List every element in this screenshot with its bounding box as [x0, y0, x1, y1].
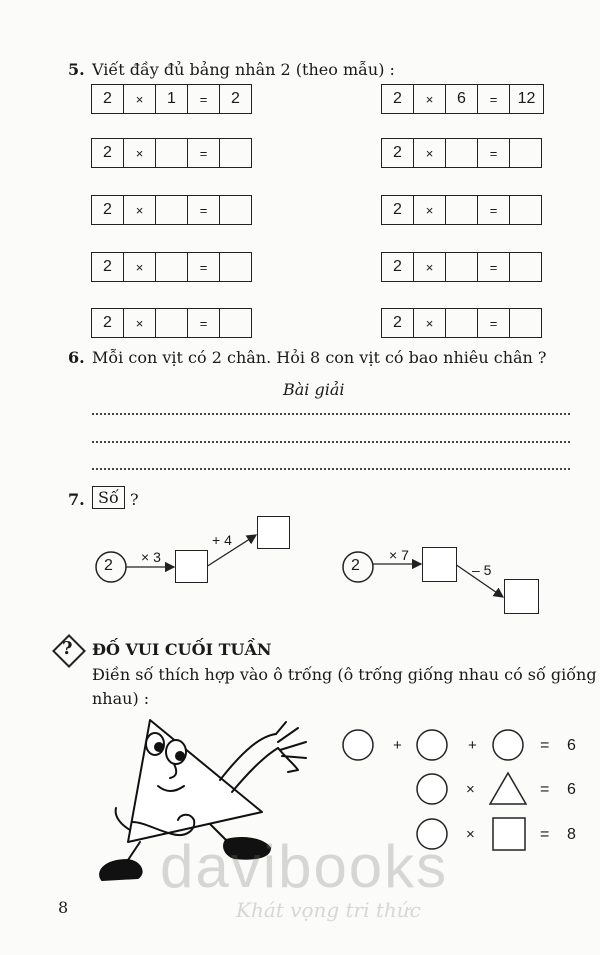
- cell-op: ×: [124, 309, 156, 337]
- cell-eq: =: [478, 196, 510, 224]
- cell-a: 2: [92, 139, 124, 167]
- diagram-2-op1: × 7: [389, 547, 409, 563]
- cell-op: ×: [414, 85, 446, 113]
- cell-a: 2: [92, 253, 124, 281]
- cell-eq: =: [478, 253, 510, 281]
- cell-op: ×: [414, 253, 446, 281]
- puzzle-instruction-line-2: nhau) :: [92, 689, 150, 708]
- diagram-1-start-value: 2: [104, 557, 113, 574]
- diagram-2-box-1[interactable]: [422, 547, 457, 582]
- exercise-6-number: 6.: [68, 348, 85, 367]
- so-label-box: Số: [92, 486, 125, 509]
- cell-eq: =: [188, 309, 220, 337]
- cell-eq: =: [478, 309, 510, 337]
- watermark-brand: davibooks: [160, 833, 449, 900]
- cell-op: ×: [124, 196, 156, 224]
- row1-circle-3[interactable]: [493, 730, 523, 760]
- diagram-1-op2: + 4: [212, 532, 232, 548]
- puzzle-instruction-line-1: Điền số thích hợp vào ô trống (ô trống giống nhau có số giống: [92, 665, 597, 684]
- row2-circle[interactable]: [417, 774, 447, 804]
- exercise-6-prompt: Mỗi con vịt có 2 chân. Hỏi 8 con vịt có bao nhiêu chân ?: [92, 348, 547, 367]
- question-icon-text: ?: [62, 638, 73, 659]
- cell-r: 12: [517, 90, 536, 107]
- cell-a: 2: [92, 309, 124, 337]
- cell-a: 2: [382, 85, 414, 113]
- puzzle-title: ĐỐ VUI CUỐI TUẦN: [92, 640, 272, 659]
- diagram-2-box-2[interactable]: [504, 579, 539, 614]
- cell-a: 2: [92, 196, 124, 224]
- cell-op: ×: [414, 139, 446, 167]
- row3-result: 8: [567, 826, 576, 843]
- solution-label: Bài giải: [283, 380, 345, 399]
- row3-equals: =: [540, 826, 550, 843]
- cell-eq: =: [188, 253, 220, 281]
- cell-r: 2: [231, 90, 240, 107]
- row2-result: 6: [567, 781, 576, 798]
- row1-plus-1: +: [393, 737, 402, 754]
- row3-square[interactable]: [493, 818, 525, 850]
- diagram-1-box-1[interactable]: [175, 550, 208, 583]
- row2-equals: =: [540, 781, 550, 798]
- diagram-1-op1: × 3: [141, 549, 161, 565]
- exercise-7-number: 7.: [68, 490, 85, 509]
- cell-a: 2: [382, 139, 414, 167]
- cell-b: 6: [446, 85, 478, 113]
- cell-op: ×: [414, 196, 446, 224]
- diagram-2-start-value: 2: [351, 557, 360, 574]
- exercise-5-number: 5.: [68, 60, 85, 79]
- row1-equals: =: [540, 737, 550, 754]
- cell-op: ×: [124, 85, 156, 113]
- watermark-slogan: Khát vọng tri thức: [236, 898, 421, 922]
- row1-circle-1[interactable]: [343, 730, 373, 760]
- row2-times: ×: [466, 781, 475, 798]
- cell-a: 2: [382, 309, 414, 337]
- cell-a: 2: [382, 196, 414, 224]
- row3-times: ×: [466, 826, 475, 843]
- cell-op: ×: [414, 309, 446, 337]
- cell-eq: =: [478, 85, 510, 113]
- row1-plus-2: +: [468, 737, 477, 754]
- diagram-2-op2: – 5: [472, 562, 492, 578]
- page-number: 8: [58, 898, 69, 917]
- cell-op: ×: [124, 253, 156, 281]
- cell-eq: =: [188, 85, 220, 113]
- diagram-1-box-2[interactable]: [257, 516, 290, 549]
- cell-a: 2: [92, 85, 124, 113]
- row2-triangle[interactable]: [490, 773, 526, 804]
- cell-op: ×: [124, 139, 156, 167]
- row1-circle-2[interactable]: [417, 730, 447, 760]
- cell-eq: =: [188, 196, 220, 224]
- cell-a: 2: [382, 253, 414, 281]
- cell-eq: =: [478, 139, 510, 167]
- question-mark: ?: [130, 490, 139, 509]
- row1-result: 6: [567, 737, 576, 754]
- exercise-5-prompt: Viết đầy đủ bảng nhân 2 (theo mẫu) :: [92, 60, 395, 79]
- cell-eq: =: [188, 139, 220, 167]
- cell-b: 1: [156, 85, 188, 113]
